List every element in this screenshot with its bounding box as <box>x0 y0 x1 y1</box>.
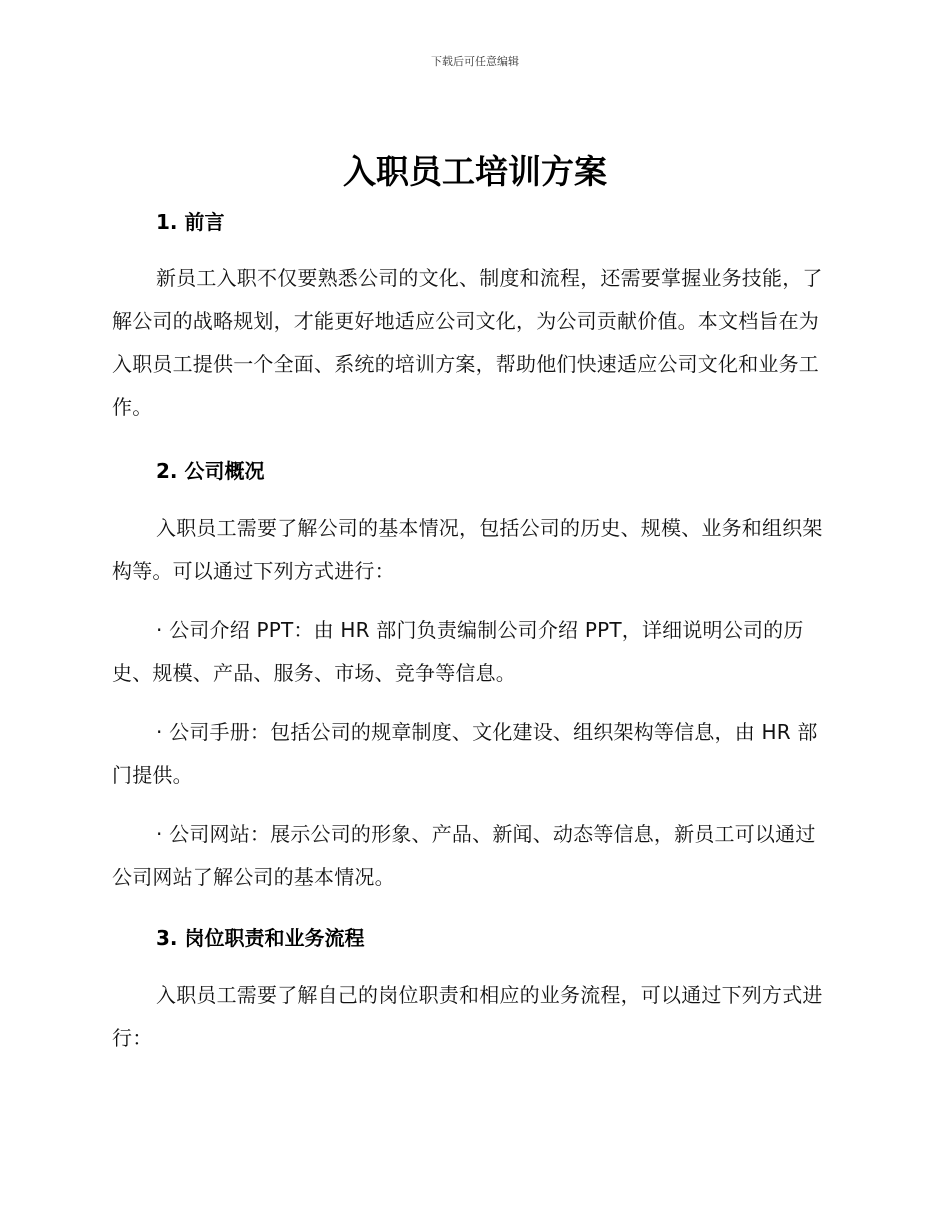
bullet-company-ppt: · 公司介绍 PPT：由 HR 部门负责编制公司介绍 PPT，详细说明公司的历史、规模、产品、服务、市场、竞争等信息。 <box>112 618 804 685</box>
bullet-company-website: · 公司网站：展示公司的形象、产品、新闻、动态等信息，新员工可以通过公司网站了解公司的基本情况。 <box>112 822 816 889</box>
section-heading-job-duties: 3. 岗位职责和业务流程 <box>156 926 365 950</box>
job-duties-intro: 入职员工需要了解自己的岗位职责和相应的业务流程，可以通过下列方式进行： <box>112 983 823 1050</box>
company-overview-intro: 入职员工需要了解公司的基本情况，包括公司的历史、规模、业务和组织架构等。可以通过下列方式进行： <box>112 516 823 583</box>
preface-paragraph: 新员工入职不仅要熟悉公司的文化、制度和流程，还需要掌握业务技能，了解公司的战略规划，才能更好地适应公司文化，为公司贡献价值。本文档旨在为入职员工提供一个全面、系统的培训方案，帮助他们快速适应公司文化和业务工作。 <box>112 266 823 419</box>
bullet-company-handbook: · 公司手册：包括公司的规章制度、文化建设、组织架构等信息，由 HR 部门提供。 <box>112 720 818 787</box>
section-heading-company-overview: 2. 公司概况 <box>156 459 265 483</box>
section-heading-preface: 1. 前言 <box>156 210 225 234</box>
page-header-note: 下载后可任意编辑 <box>431 55 519 68</box>
document-title: 入职员工培训方案 <box>343 152 607 191</box>
